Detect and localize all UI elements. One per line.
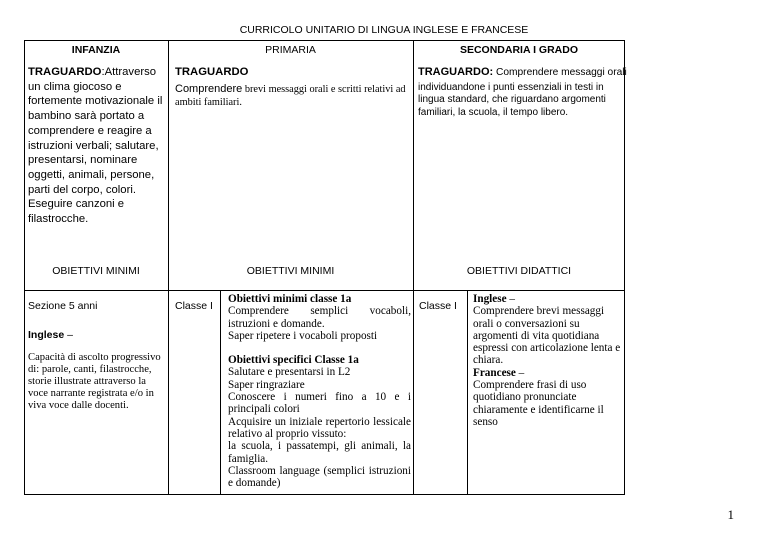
page-number: 1: [727, 507, 734, 522]
specifici-line: la scuola, i passatempi, gli animali, la famiglia.: [228, 440, 411, 465]
dash: –: [506, 293, 515, 305]
francese-label: Francese: [473, 366, 516, 379]
specifici-line: Classroom language (semplici istruzioni e domande): [228, 464, 411, 490]
traguardo-label: TRAGUARDO:: [418, 66, 494, 78]
specifici-line: Acquisire un iniziale repertorio lessicale relativo al proprio vissuto:: [228, 415, 411, 440]
specifici-line: Salutare e presentarsi in L2: [228, 366, 351, 379]
column-divider: [220, 290, 221, 494]
traguardo-text: brevi messaggi orali e scritti relativi ad ambiti familiari.: [175, 83, 406, 109]
table-border-top: [24, 40, 625, 41]
obiettivi-header-primaria: OBIETTIVI MINIMI: [246, 265, 335, 277]
traguardo-label: TRAGUARDO: [28, 66, 102, 78]
obiettivi-secondaria: [473, 293, 621, 428]
obiettivi-text: Capacità di ascolto progressivo di: parole, canti, filastrocche, storie illustrate attraverso la voce narrante registrata e/o in viva voce dalle docenti.: [28, 352, 161, 412]
francese-text: Comprendere frasi di uso quotidiano pronunciate chiaramente e identificarne il senso: [473, 379, 604, 428]
obiettivi-header-secondaria: OBIETTIVI DIDATTICI: [466, 265, 572, 277]
traguardo-primaria: [175, 65, 407, 110]
traguardo-text: :Attraverso un clima giocoso e fortemente motivazionale il bambino sarà portato a comprendere e reagire a istruzioni verbali; salutare, presentarsi, nominare oggetti, animali, persone, parti del corpo, colori. Eseguire canzoni e filastrocche.: [28, 66, 163, 226]
traguardo-lead: Comprendere messaggi orali: [493, 67, 627, 78]
column-divider: [467, 290, 468, 494]
traguardo-secondaria: [418, 65, 627, 119]
minimi-line: Comprendere semplici vocaboli, istruzioni e domande.: [228, 305, 411, 330]
document-title: CURRICOLO UNITARIO DI LINGUA INGLESE E FRANCESE: [239, 24, 529, 36]
inglese-text: Comprendere brevi messaggi orali o conversazioni su argomenti di vita quotidiana espressi con articolazione lenta e chiara.: [473, 305, 621, 367]
traguardo-first-word: Comprendere: [175, 82, 243, 95]
obiettivi-infanzia: [28, 299, 166, 412]
table-border-bottom: [24, 494, 625, 495]
traguardo-label: TRAGUARDO: [175, 66, 249, 78]
specifici-line: Conoscere i numeri fino a 10 e i principali colori: [228, 391, 411, 416]
header-secondaria: SECONDARIA I GRADO: [459, 44, 579, 56]
header-primaria: PRIMARIA: [265, 44, 316, 56]
header-infanzia: INFANZIA: [71, 44, 121, 56]
traguardo-text: individuandone i punti essenziali in testi in lingua standard, che riguardano argomenti familiari, la scuola, il tempo libero.: [418, 81, 606, 118]
obiettivi-header-infanzia: OBIETTIVI MINIMI: [52, 265, 140, 277]
specifici-title: Obiettivi specifici Classe 1a: [228, 354, 359, 367]
minimi-line: Saper ripetere i vocaboli proposti: [228, 329, 378, 342]
traguardo-infanzia: [28, 65, 166, 227]
curriculum-table: [24, 40, 625, 494]
specifici-line: Saper ringraziare: [228, 378, 305, 391]
inglese-label: Inglese: [473, 293, 507, 305]
class-label-secondaria: Classe I: [419, 300, 457, 312]
sezione-label: Sezione 5 anni: [28, 300, 98, 312]
obiettivi-primaria: [228, 293, 411, 489]
dash: –: [64, 328, 73, 341]
row-divider: [24, 290, 625, 291]
dash: –: [515, 366, 525, 379]
minimi-title: Obiettivi minimi classe 1a: [228, 293, 352, 305]
class-label-primaria: Classe I: [175, 300, 213, 312]
language-label: Inglese: [28, 328, 65, 341]
